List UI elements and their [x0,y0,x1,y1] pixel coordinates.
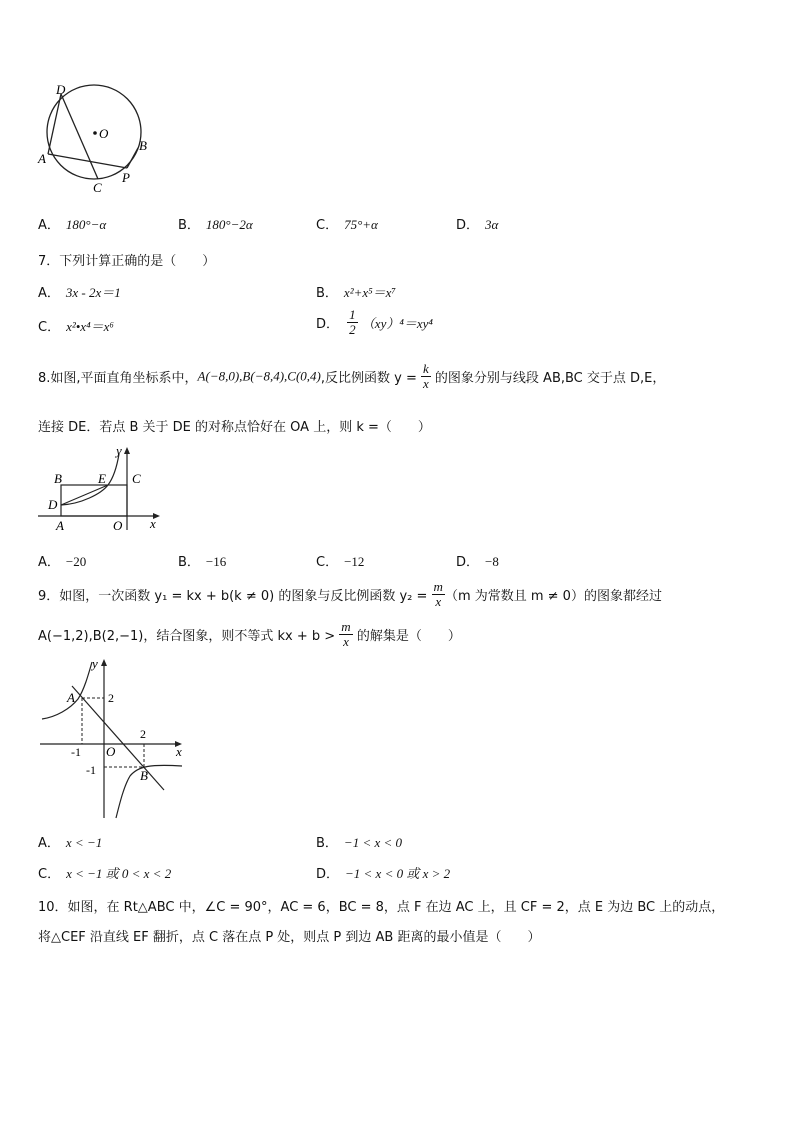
q8-option-a[interactable] [38,551,86,570]
label-a: A [67,690,75,705]
option-text: 180°−α [65,217,107,232]
q9-option-c[interactable] [38,863,171,882]
q9-graph-figure [36,656,196,824]
option-text: −8 [485,554,499,569]
option-letter: B． [178,555,200,570]
center-dot [93,131,97,135]
segment-da [48,94,61,154]
option-letter: C． [316,218,339,233]
option-letter: C． [316,555,339,570]
option-letter: B． [178,218,200,233]
q8-option-c[interactable] [316,551,364,570]
fraction-one-half: $\frac{1}{2}$ [349,307,356,337]
option-text: −1 < x < 0 [343,835,403,850]
option-text: 180°−2α [205,217,253,232]
q7-stem: 7．下列计算正确的是（ ） [38,254,216,269]
q8-option-b[interactable] [178,551,226,570]
q9-option-b[interactable] [316,832,402,851]
option-letter: A． [38,555,60,570]
q7-option-d[interactable] [316,308,433,337]
q6-option-a[interactable] [38,214,106,233]
option-text: x²+x⁵＝x⁷ [343,285,396,300]
q7-option-c[interactable] [38,316,114,335]
option-letter: A． [38,286,60,301]
q6-option-d[interactable] [456,214,498,233]
fraction-m-over-x: $\frac{m}{x}$ [433,579,443,609]
label-d: D [56,82,66,97]
label-o: O [106,744,116,759]
option-letter: C． [38,867,61,882]
option-letter: D． [316,867,340,882]
curve-hyperbola [61,454,119,505]
option-text: 3α [485,217,499,232]
option-letter: B． [316,286,338,301]
q8-stem-line2: 连接 DE．若点 B 关于 DE 的对称点恰好在 OA 上，则 k =（ ） [38,420,431,435]
option-letter: A． [38,836,60,851]
y-arrow [101,659,107,666]
q10-stem-line1: 10．如图，在 Rt△ABC 中，∠C = 90°，AC = 6，BC = 8，点 F 在边 AC 上，且 CF = 2，点 E 为边 BC 上的动点， [38,900,725,915]
label-e: E [98,471,106,486]
option-text: （xy）⁴＝xy⁴ [361,316,433,331]
label-two-x: 2 [140,727,146,741]
segment-pb [127,148,138,168]
option-text: x²•x⁴＝x⁶ [66,319,114,334]
option-text: 3x - 2x＝1 [65,285,121,300]
label-b: B [139,138,147,153]
label-o: O [99,126,109,141]
label-p: P [122,170,130,185]
label-d: D [48,497,58,512]
q9-stem-line2: A(−1,2),B(2,−1)，结合图象，则不等式 kx + b > $\frac{m}{x}$ 的解集是（ ） [38,619,461,649]
q7-option-b[interactable] [316,282,396,301]
label-y: y [92,656,98,671]
option-text: −1 < x < 0 或 x > 2 [345,866,451,881]
y-arrow [124,447,130,454]
q10-stem-line2: 将△CEF 沿直线 EF 翻折，点 C 落在点 P 处，则点 P 到边 AB 距离的最小值是（ ） [38,930,541,945]
q9-stem-line1: 9．如图，一次函数 y₁ = kx + b(k ≠ 0) 的图象与反比例函数 y₂ = $\frac{m}{x}$ （m 为常数且 m ≠ 0）的图象都经过 [38,579,662,609]
label-x: x [176,744,182,759]
option-letter: A． [38,218,60,233]
option-letter: D． [456,555,480,570]
option-text: x < −1 或 0 < x < 2 [66,866,172,881]
q9-option-a[interactable] [38,832,102,851]
label-neg1-y: -1 [86,763,96,777]
label-y: y [116,444,122,458]
label-b: B [140,768,148,783]
label-a: A [38,151,46,166]
label-x: x [150,516,156,531]
q7-option-a[interactable] [38,282,121,301]
label-c: C [93,180,102,195]
label-a: A [56,518,64,533]
option-text: x < −1 [65,835,103,850]
q8-option-d[interactable] [456,551,499,570]
option-text: −12 [344,554,365,569]
option-letter: C． [38,320,61,335]
label-neg1-x: -1 [71,745,81,759]
segment-de [61,485,108,505]
q8-stem-line1: 8.如图,平面直角坐标系中，A(−8,0),B(−8,4),C(0,4),反比例函数 y = $\frac{k}{x}$ 的图象分别与线段 AB,BC 交于点 D,E， [38,361,666,391]
option-text: −20 [65,554,87,569]
q6-option-c[interactable] [316,214,378,233]
label-two-y: 2 [108,691,114,705]
option-letter: D． [316,317,340,332]
label-c: C [132,471,141,486]
q9-option-d[interactable] [316,863,450,882]
option-letter: D． [456,218,480,233]
option-text: −16 [205,554,227,569]
segment-dc [61,94,98,179]
fraction-m-over-x-2: $\frac{m}{x}$ [341,619,351,649]
q8-graph-figure [36,444,166,536]
q6-circle-figure [36,80,156,195]
option-letter: B． [316,836,338,851]
q6-option-b[interactable] [178,214,253,233]
option-text: 75°+α [344,217,378,232]
label-b: B [54,471,62,486]
label-o: O [113,518,123,533]
fraction-k-over-x: $\frac{k}{x}$ [423,361,429,391]
